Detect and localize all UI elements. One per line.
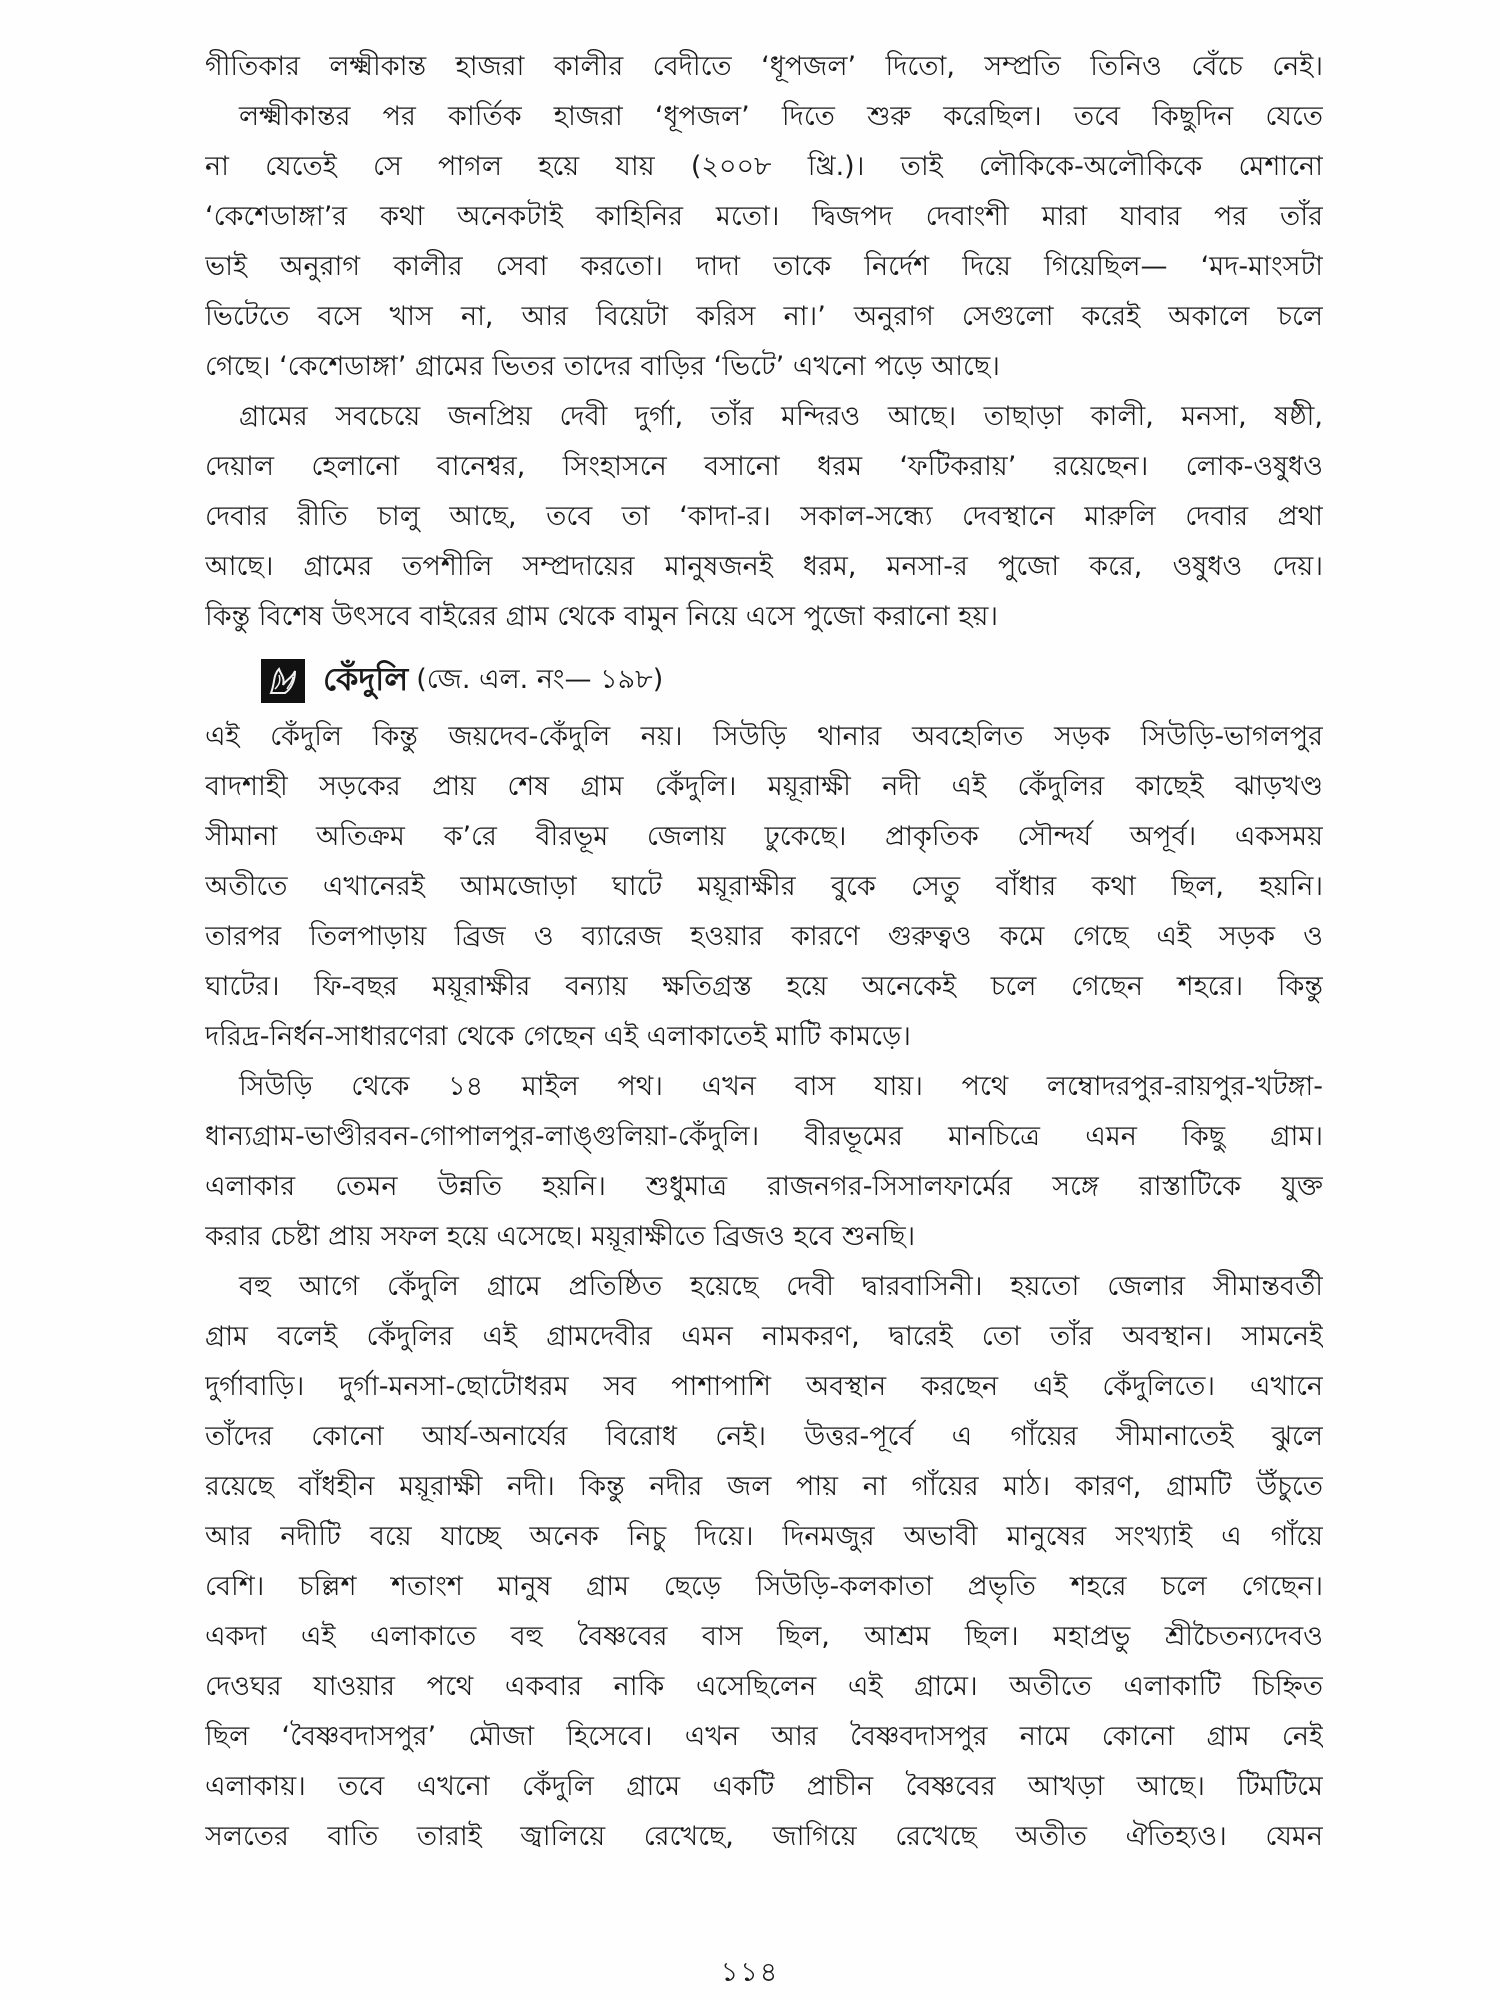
text-line: করার চেষ্টা প্রায় সফল হয়ে এসেছে। ময়ূরাক্ষীতে ব্রিজও হবে শুনছি। <box>205 1221 916 1252</box>
paragraph-1 <box>205 42 1323 92</box>
text-line: তারপর তিলপাড়ায় ব্রিজ ও ব্যারেজ হওয়ার কারণে গুরুত্বও কমে গেছে এই সড়ক ও <box>205 921 1323 952</box>
text-line: না যেতেই সে পাগল হয়ে যায় (২০০৮ খ্রি.)। তাই লৌকিকে-অলৌকিকে মেশানো <box>205 151 1323 182</box>
section-title: কেঁদুলি <box>323 660 409 698</box>
text-line: ‘কেশেডাঙ্গা’র কথা অনেকটাই কাহিনির মতো। দ্বিজপদ দেবাংশী মারা যাবার পর তাঁর <box>205 201 1323 232</box>
decorative-motif-icon <box>261 659 305 703</box>
paragraph-4 <box>205 712 1323 1062</box>
paragraph-3 <box>205 392 1323 642</box>
text-line: বাদশাহী সড়কের প্রায় শেষ গ্রাম কেঁদুলি। ময়ূরাক্ষী নদী এই কেঁদুলির কাছেই ঝাড়খণ্ড <box>205 771 1323 802</box>
text-line: অতীতে এখানেরই আমজোড়া ঘাটে ময়ূরাক্ষীর বুকে সেতু বাঁধার কথা ছিল, হয়নি। <box>205 871 1323 902</box>
text-line: দেবার রীতি চালু আছে, তবে তা ‘কাদা-র। সকাল-সন্ধ্যে দেবস্থানে মারুলি দেবার প্রথা <box>205 501 1323 532</box>
text-line: কিন্তু বিশেষ উৎসবে বাইরের গ্রাম থেকে বামুন নিয়ে এসে পুজো করানো হয়। <box>205 601 999 632</box>
text-line: আছে। গ্রামের তপশীলি সম্প্রদায়ের মানুষজনই ধরম, মনসা-র পুজো করে, ওষুধও দেয়। <box>205 551 1323 582</box>
text-line: এলাকায়। তবে এখনো কেঁদুলি গ্রামে একটি প্রাচীন বৈষ্ণবের আখড়া আছে। টিমটিমে <box>205 1771 1323 1802</box>
text-line: রয়েছে বাঁধহীন ময়ূরাক্ষী নদী। কিন্তু নদীর জল পায় না গাঁয়ের মাঠ। কারণ, গ্রামটি উঁচুতে <box>205 1471 1323 1502</box>
text-line: ছিল ‘বৈষ্ণবদাসপুর’ মৌজা হিসেবে। এখন আর বৈষ্ণবদাসপুর নামে কোনো গ্রাম নেই <box>205 1721 1323 1752</box>
text-line: একদা এই এলাকাতে বহু বৈষ্ণবের বাস ছিল, আশ্রম ছিল। মহাপ্রভু শ্রীচৈতন্যদেবও <box>205 1621 1323 1652</box>
text-line: গ্রামের সবচেয়ে জনপ্রিয় দেবী দুর্গা, তাঁর মন্দিরও আছে। তাছাড়া কালী, মনসা, ষষ্ঠী, <box>239 401 1323 432</box>
text-line: গীতিকার লক্ষ্মীকান্ত হাজরা কালীর বেদীতে ‘ধূপজল’ দিতো, সম্প্রতি তিনিও বেঁচে নেই। <box>205 51 1323 82</box>
text-line: এই কেঁদুলি কিন্তু জয়দেব-কেঁদুলি নয়। সিউড়ি থানার অবহেলিত সড়ক সিউড়ি-ভাগলপুর <box>205 721 1323 752</box>
text-line: বেশি। চল্লিশ শতাংশ মানুষ গ্রাম ছেড়ে সিউড়ি-কলকাতা প্রভৃতি শহরে চলে গেছেন। <box>205 1571 1323 1602</box>
section-subtitle: (জে. এল. নং— ১৯৮) <box>416 663 664 695</box>
text-line: ভিটেতে বসে খাস না, আর বিয়েটা করিস না।’ অনুরাগ সেগুলো করেই অকালে চলে <box>205 301 1323 332</box>
text-line: দরিদ্র-নির্ধন-সাধারণেরা থেকে গেছেন এই এলাকাতেই মাটি কামড়ে। <box>205 1021 911 1052</box>
paragraph-6 <box>205 1262 1323 1862</box>
text-line: দেওঘর যাওয়ার পথে একবার নাকি এসেছিলেন এই গ্রামে। অতীতে এলাকাটি চিহ্নিত <box>205 1671 1323 1702</box>
text-line: তাঁদের কোনো আর্য-অনার্যের বিরোধ নেই। উত্তর-পূর্বে এ গাঁয়ের সীমানাতেই ঝুলে <box>205 1421 1323 1452</box>
paragraph-5 <box>205 1062 1323 1262</box>
text-line: সীমানা অতিক্রম ক’রে বীরভূম জেলায় ঢুকেছে। প্রাকৃতিক সৌন্দর্য অপূর্ব। একসময় <box>205 821 1323 852</box>
text-line: দেয়াল হেলানো বানেশ্বর, সিংহাসনে বসানো ধরম ‘ফটিকরায়’ রয়েছেন। লোক-ওষুধও <box>205 451 1323 482</box>
section-heading <box>205 650 1323 712</box>
paragraph-2 <box>205 92 1323 392</box>
text-line: লক্ষ্মীকান্তর পর কার্তিক হাজরা ‘ধূপজল’ দিতে শুরু করেছিল। তবে কিছুদিন যেতে <box>239 101 1323 132</box>
text-line: গেছে। ‘কেশেডাঙ্গা’ গ্রামের ভিতর তাদের বাড়ির ‘ভিটে’ এখনো পড়ে আছে। <box>205 351 1000 382</box>
text-line: সলতের বাতি তারাই জ্বালিয়ে রেখেছে, জাগিয়ে রেখেছে অতীত ঐতিহ্যও। যেমন <box>205 1821 1323 1852</box>
text-line: ভাই অনুরাগ কালীর সেবা করতো। দাদা তাকে নির্দেশ দিয়ে গিয়েছিল— ‘মদ-মাংসটা <box>205 251 1323 282</box>
text-line: আর নদীটি বয়ে যাচ্ছে অনেক নিচু দিয়ে। দিনমজুর অভাবী মানুষের সংখ্যাই এ গাঁয়ে <box>205 1521 1323 1552</box>
text-line: বহু আগে কেঁদুলি গ্রামে প্রতিষ্ঠিত হয়েছে দেবী দ্বারবাসিনী। হয়তো জেলার সীমান্তবর্তী <box>239 1271 1323 1302</box>
page-number: ১১৪ <box>720 1957 780 1988</box>
text-line: দুর্গাবাড়ি। দুর্গা-মনসা-ছোটোধরম সব পাশাপাশি অবস্থান করছেন এই কেঁদুলিতে। এখানে <box>205 1371 1323 1402</box>
text-line: গ্রাম বলেই কেঁদুলির এই গ্রামদেবীর এমন নামকরণ, দ্বারেই তো তাঁর অবস্থান। সামনেই <box>205 1321 1323 1352</box>
text-line: ধান্যগ্রাম-ভাণ্ডীরবন-গোপালপুর-লাঙ্গুলিয়া-কেঁদুলি। বীরভূমের মানচিত্রে এমন কিছু গ্রাম। <box>205 1121 1323 1152</box>
text-line: ঘাটের। ফি-বছর ময়ূরাক্ষীর বন্যায় ক্ষতিগ্রস্ত হয়ে অনেকেই চলে গেছেন শহরে। কিন্তু <box>205 971 1323 1002</box>
page-body <box>205 42 1323 1862</box>
text-line: এলাকার তেমন উন্নতি হয়নি। শুধুমাত্র রাজনগর-সিসালফার্মের সঙ্গে রাস্তাটিকে যুক্ত <box>205 1171 1323 1202</box>
text-line: সিউড়ি থেকে ১৪ মাইল পথ। এখন বাস যায়। পথে লম্বোদরপুর-রায়পুর-খটঙ্গা- <box>239 1071 1323 1102</box>
